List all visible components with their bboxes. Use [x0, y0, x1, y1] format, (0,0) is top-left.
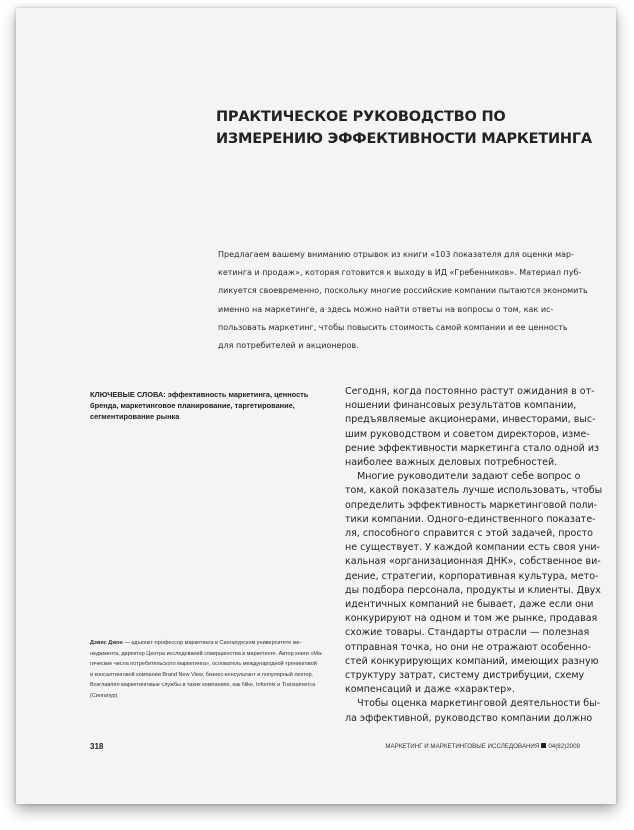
square-bullet-icon [541, 743, 546, 748]
page-number: 318 [90, 742, 104, 751]
author-bio-line [90, 638, 340, 649]
keywords-line: сегментирование рынка [90, 412, 180, 421]
body-line: структуру затрат, систему дистрибуции, схему [345, 670, 585, 682]
keywords-line: бренда, маркетинговое планирование, таргетирование, [90, 401, 295, 410]
body-line: не существует. У каждой компании есть своя уни- [345, 542, 600, 554]
author-bio-line: (Сингапур) [90, 692, 118, 699]
body-line: ношении финансовых результатов компании, [345, 400, 577, 412]
lead-line: именно на маркетинге, а здесь можно найти ответы на вопросы о том, как ис- [218, 304, 554, 314]
running-footer [385, 743, 580, 750]
article-title-line: ПРАКТИЧЕСКОЕ РУКОВОДСТВО ПО [216, 109, 506, 125]
author-bio-line: гические числа потребительского маркетинга», основатель международной тренинговой [90, 661, 317, 668]
author-bio-text: — адъюнкт-профессор маркетинга в Сингапурском университете ме- [122, 640, 302, 646]
body-line: дение, стратегии, корпоративная культура, мето- [345, 570, 599, 582]
body-line: ля, способного справится с этой задачей, просто [345, 528, 593, 540]
issue-number: 04(82)2009 [548, 743, 580, 750]
article-title-line: ИЗМЕРЕНИЮ ЭФФЕКТИВНОСТИ МАРКЕТИНГА [216, 131, 592, 147]
body-line: том, какой показатель лучше использовать, чтобы [345, 485, 603, 497]
lead-line: ликуется своевременно, поскольку многие российские компании пытаются экономить [218, 286, 588, 296]
body-line: Сегодня, когда постоянно растут ожидания в от- [345, 386, 595, 397]
body-line: стей конкурирующих компаний, имеющих разную [345, 655, 599, 667]
keywords-line: КЛЮЧЕВЫЕ СЛОВА: эффективность маркетинга, ценность [90, 390, 309, 399]
body-line: предъявляемые акционерами, инвесторами, выс- [345, 414, 596, 426]
author-name: Дэвис Джон [90, 640, 123, 646]
author-bio [90, 638, 340, 702]
body-line: Чтобы оценка маркетинговой деятельности бы- [345, 698, 601, 710]
body-line: схожие товары. Стандарты отрасли — полезная [345, 627, 590, 639]
body-line: определить эффективность маркетинговой поли- [345, 499, 598, 511]
body-line: шим руководством и советом директоров, изме- [345, 428, 590, 440]
keywords-block [90, 389, 340, 422]
body-line: рение эффективности маркетинга стало одной из [345, 442, 600, 454]
magazine-page [16, 8, 616, 804]
body-line: идентичных компаний не бывает, даже если они [345, 599, 594, 611]
body-line: отправная точка, но они не отражают особенно- [345, 641, 592, 653]
lead-line: Предлагаем вашему вниманию отрывок из книги «103 показателя для оценки мар- [218, 250, 575, 259]
article-title [216, 106, 596, 150]
body-line: ла эффективной, руководство компании должно [345, 712, 593, 724]
body-line: Многие руководители задают себе вопрос о [345, 471, 581, 483]
author-bio-line: Возглавлял маркетинговые службы в таких компаниях, как Nike, Informix и Transamerica [90, 682, 316, 689]
article-lead [218, 246, 594, 355]
body-line: компенсаций и даже «характер». [345, 684, 515, 696]
journal-name: МАРКЕТИНГ И МАРКЕТИНГОВЫЕ ИССЛЕДОВАНИЯ [385, 743, 540, 750]
lead-line: кетинга и продаж», которая готовится к выходу в ИД «Гребенников». Материал пуб- [218, 268, 582, 278]
body-line: ды подбора персонала, продукты и клиенты. Двух [345, 584, 601, 596]
body-line: кальная «организационная ДНК», собственное ви- [345, 556, 601, 568]
body-line: конкурируют на одном и том же рынке, продавая [345, 613, 598, 625]
body-line: наиболее важных деловых потребностей. [345, 457, 558, 469]
lead-line: для потребителей и акционеров. [218, 341, 359, 351]
article-body [345, 385, 607, 726]
lead-line: пользовать маркетинг, чтобы повысить стоимость самой компании и ее ценность [218, 322, 568, 332]
author-bio-line: неджмента, директор Центра исследований совершенства в маркетинге. Автор книги «Ма- [90, 650, 323, 657]
body-line: тики компании. Одного-единственного показате- [345, 513, 596, 525]
author-bio-line: и консалтинговой компании Brand New View, бизнес-консультант и популярный лектор. [90, 671, 314, 678]
